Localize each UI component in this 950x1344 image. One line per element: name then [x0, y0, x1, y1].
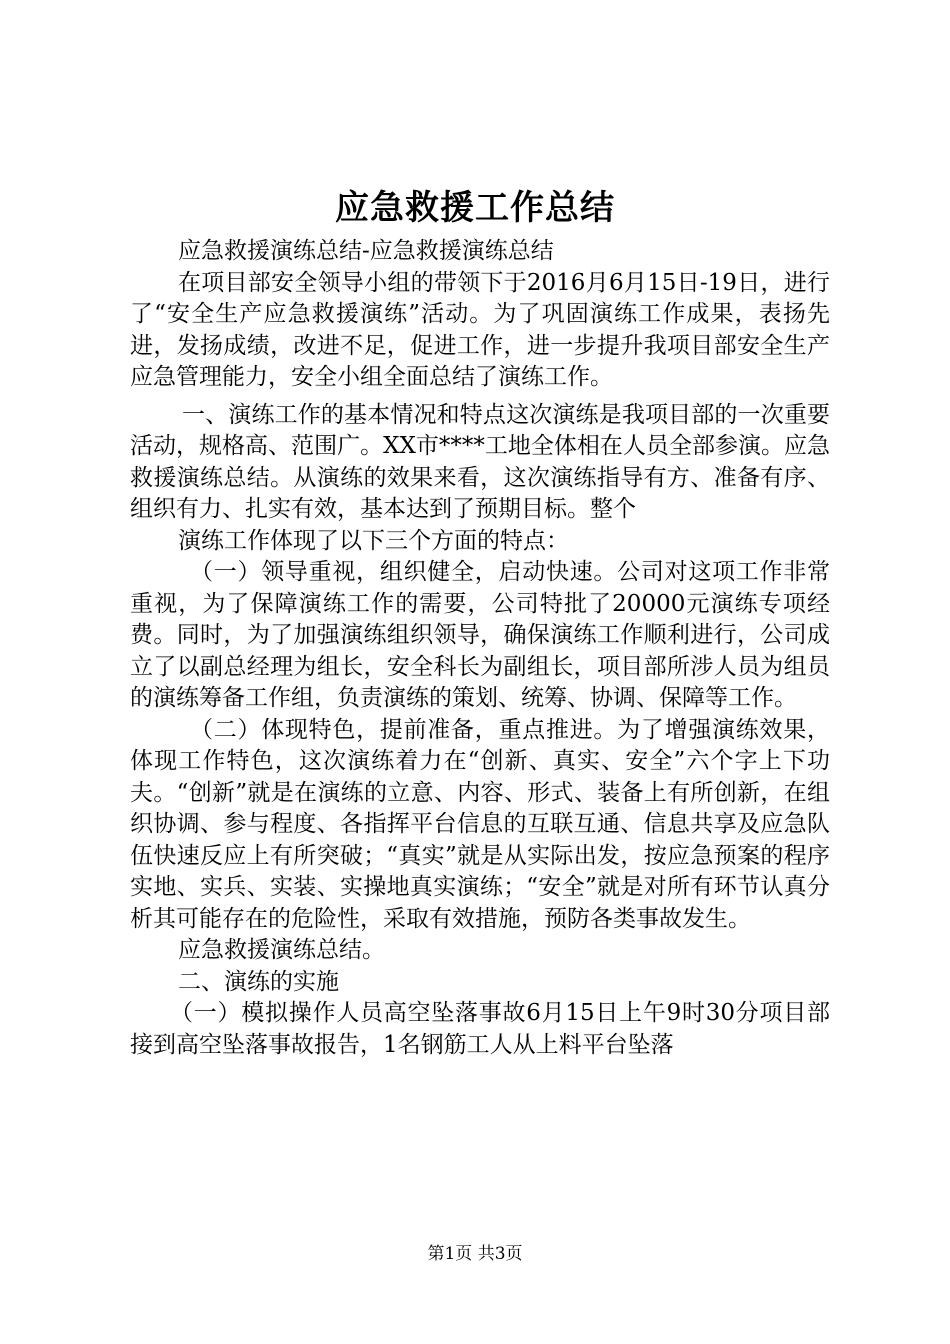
document-subtitle: 应急救援演练总结-应急救援演练总结 [178, 238, 554, 264]
paragraph-feature-two: （二）体现特色，提前准备，重点推进。为了增强演练效果，体现工作特色，这次演练着力在“创新、真实、安全”六个字上下功夫。“创新”就是在演练的立意、内容、形式、装备上有所创新，在组织协调、参与程度、各指挥平台信息的互联互通、信息共享及应急队伍快速反应上有所突破；“真实”就是从实际出发，按应急预案的程序实地、实兵、实装、实操地真实演练；“安全”就是对所有环节认真分析其可能存在的危险性，采取有效措施，预防各类事故发生。 [130, 716, 830, 932]
paragraph-feature-one: （一）领导重视，组织健全，启动快速。公司对这项工作非常重视，为了保障演练工作的需要，公司特批了20000元演练专项经费。同时，为了加强演练组织领导，确保演练工作顺利进行，公司成立了以副总经理为组长，安全科长为副组长，项目部所涉人员为组员的演练筹备工作组，负责演练的策划、统筹、协调、保障等工作。 [130, 559, 830, 711]
document-title: 应急救援工作总结 [335, 188, 615, 228]
paragraph-intro: 在项目部安全领导小组的带领下于2016月6月15日-19日，进行了“安全生产应急救援演练”活动。为了巩固演练工作成果，表扬先进，发扬成绩，改进不足，促进工作，进一步提升我项目部安全生产应急管理能力，安全小组全面总结了演练工作。 [130, 269, 830, 390]
paragraph-features-lead: 演练工作体现了以下三个方面的特点： [178, 527, 569, 554]
paragraph-summary-note: 应急救援演练总结。 [178, 937, 385, 963]
paragraph-drill-one: （一）模拟操作人员高空坠落事故6月15日上午9时30分项目部接到高空坠落事故报告，1名钢筋工人从上料平台坠落 [130, 1000, 830, 1058]
paragraph-section-two-heading: 二、演练的实施 [178, 968, 339, 995]
paragraph-section-one: 一、演练工作的基本情况和特点这次演练是我项目部的一次重要活动，规格高、范围广。XX市****工地全体相在人员全部参演。应急救援演练总结。从演练的效果来看，这次演练指导有方、准备有序、组织有力、扎实有效，基本达到了预期目标。整个 [130, 401, 830, 522]
page-footer: 第1页 共3页 [427, 1244, 523, 1264]
document-body [130, 236, 830, 1061]
